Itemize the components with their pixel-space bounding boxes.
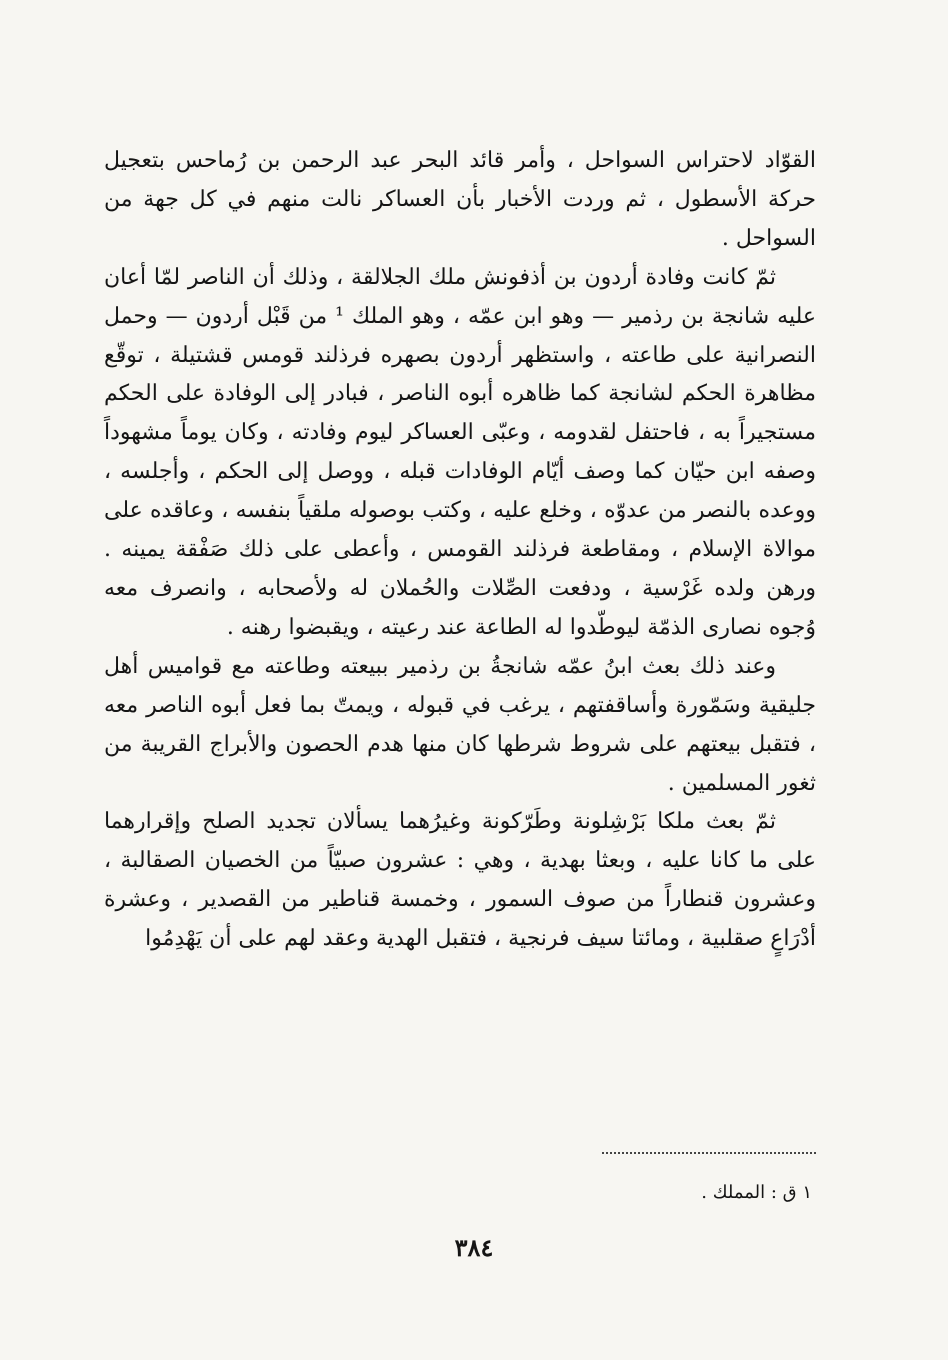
footnote: ١ ق : المملك .: [701, 1182, 812, 1203]
paragraph: وعند ذلك بعث ابنُ عمّه شانجةُ بن رذمير ببيعته وطاعته مع قواميس أهل جليقية وسَمّورة وأساقفتهم ، يرغب في قبوله ، ويمتّ بما فعل أبوه الناصر معه ، فتقبل بيعتهم على شروط شرطها كان منها هدم الحصون والأبراج القريبة من ثغور المسلمين .: [104, 653, 816, 796]
paragraph: القوّاد لاحتراس السواحل ، وأمر قائد البحر عبد الرحمن بن رُماحس بتعجيل حركة الأسطول ، ثم وردت الأخبار بأن العساكر نالت منهم في كل جهة من السواحل .: [104, 148, 816, 251]
body-text: [104, 142, 816, 959]
footnote-separator: [602, 1152, 816, 1154]
paragraph: ثمّ بعث ملكا بَرْشِلونة وطَرّكونة وغيرُهما يسألان تجديد الصلح وإقرارهما على ما كانا عليه ، وبعثا بهدية ، وهي : عشرون صبيّاً من الخصيان الصقالبة ، وعشرون قنطاراً من صوف السمور ، وخمسة قناطير من القصدير ، وعشرة أدْرَاعٍ صقلبية ، ومائتا سيف فرنجية ، فتقبل الهدية وعقد لهم على أن يَهْدِمُوا: [104, 809, 816, 952]
page-number: ٣٨٤: [454, 1233, 494, 1262]
paragraph: ثمّ كانت وفادة أردون بن أذفونش ملك الجلالقة ، وذلك أن الناصر لمّا أعان عليه شانجة بن رذمير — وهو ابن عمّه ، وهو الملك ¹ من قَبْل أردون — وحمل النصرانية على طاعته ، واستظهر أردون بصهره فرذلند قومس قشتيلة ، توقّع مظاهرة الحكم لشانجة كما ظاهره أبوه الناصر ، فبادر إلى الوفادة على الحكم مستجيراً به ، فاحتفل لقدومه ، وعبّى العساكر ليوم وفادته ، وكان يوماً مشهوداً وصفه ابن حيّان كما وصف أيّام الوفادات قبله ، ووصل إلى الحكم ، وأجلسه ، ووعده بالنصر من عدوّه ، وخلع عليه ، وكتب بوصوله ملقياً بنفسه ، وعاقده على موالاة الإسلام ، ومقاطعة فرذلند القومس ، وأعطى على ذلك صَفْقة يمينه . ورهن ولده غَرْسية ، ودفعت الصِّلات والحُملان له ولأصحابه ، وانصرف معه وُجوه نصارى الذمّة ليوطّدوا له الطاعة عند رعيته ، ويقبضوا رهنه .: [104, 264, 817, 640]
